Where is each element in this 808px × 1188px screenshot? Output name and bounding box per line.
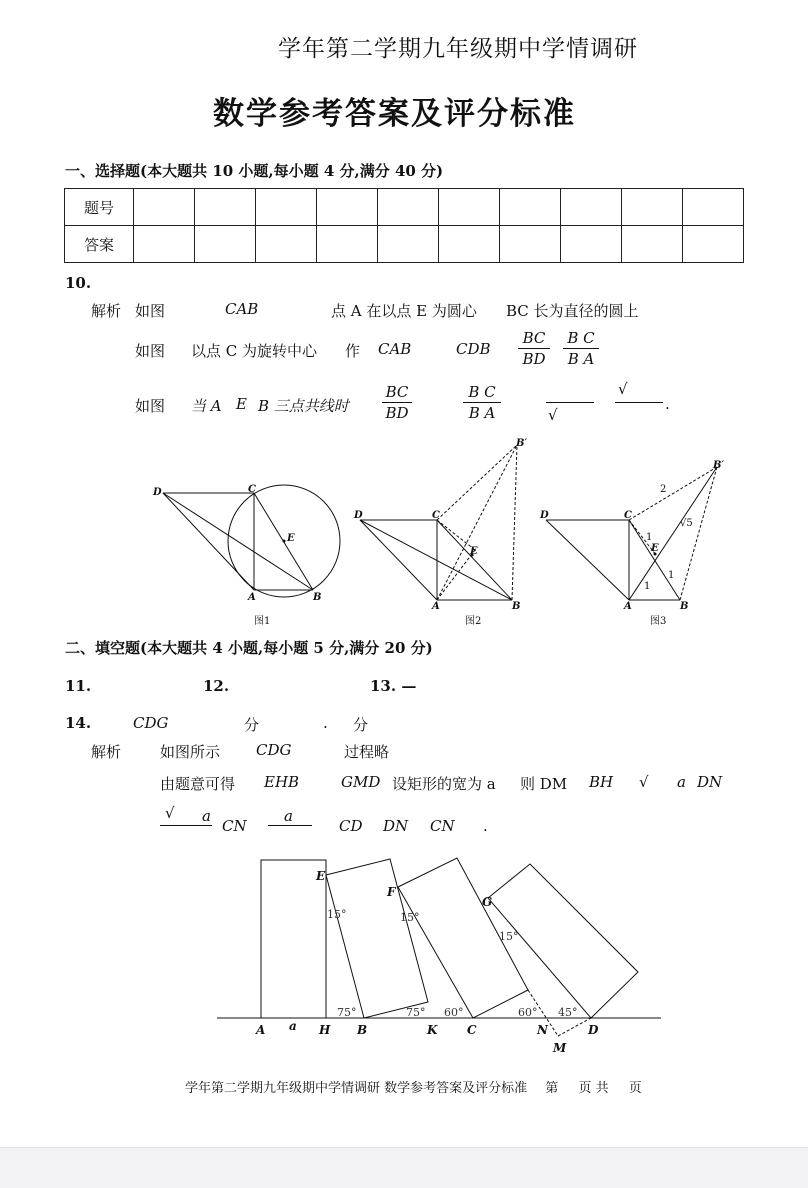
answer-table (64, 188, 744, 263)
q10-solution-lead: 解析 (91, 302, 122, 320)
fraction: $\frac{BC}{BD}$ (518, 329, 550, 368)
q10-period: . (665, 395, 670, 413)
fraction: $\frac{BC}{BD}$ (382, 383, 412, 422)
q14-math: DN (383, 817, 409, 835)
fig4-label-N: N (537, 1023, 548, 1037)
footer-page-label: 第 (545, 1081, 559, 1096)
fig2-label-D: D (354, 510, 363, 521)
fraction-bar (615, 402, 663, 403)
fraction-bar (546, 402, 594, 403)
fig1-label-B: B (313, 592, 322, 603)
q14-math: a (677, 773, 686, 791)
q14-text: 分 (353, 716, 369, 734)
q14-figure (0, 850, 808, 1060)
q11-number: 11. (65, 677, 92, 695)
fig2-caption: 图2 (465, 616, 482, 627)
fig4-angle: 45° (558, 1006, 578, 1019)
fig3-length-2: 2 (660, 484, 667, 495)
table-row (65, 226, 744, 263)
footer-pages-label: 页 (628, 1081, 642, 1096)
q14-number: 14. (65, 714, 92, 732)
q14-text: 如图所示 (160, 743, 221, 761)
fig4-label-a: a (289, 1019, 297, 1033)
q14-math: EHB (264, 773, 300, 791)
fraction-bar (268, 825, 312, 826)
q14-math: CD (339, 817, 363, 835)
sqrt-sign: √ (639, 773, 649, 791)
fig4-angle: 75° (337, 1006, 357, 1019)
q10-math: 当 A (191, 397, 222, 415)
q10-text: BC 长为直径的圆上 (506, 302, 639, 320)
fig2-label-E: E (470, 546, 478, 557)
q14-math: CDG (133, 714, 169, 732)
fig4-label-F: F (387, 885, 396, 899)
fig1-label-C: C (248, 484, 256, 495)
fig3-label-A: A (624, 601, 632, 612)
q14-math: CN (430, 817, 455, 835)
q10-text: 点 A 在以点 E 为圆心 (331, 302, 477, 320)
fig3-length-1: 1 (668, 570, 675, 581)
fig4-label-G: G (482, 895, 493, 909)
page-header: 学年第二学期九年级期中学情调研 (278, 36, 638, 62)
fig2-label-A: A (432, 601, 440, 612)
table-label-answer: 答案 (65, 226, 134, 263)
q14-text: 则 DM (520, 775, 568, 793)
q10-number: 10. (65, 274, 92, 292)
section-choice-heading: 一、选择题(本大题共 10 小题,每小题 4 分,满分 40 分) (65, 162, 444, 180)
fig3-length-1: 1 (644, 581, 651, 592)
fig3-label-C: C (624, 510, 632, 521)
fig4-label-D: D (588, 1023, 599, 1037)
sqrt-sign: √ (618, 380, 628, 398)
fig4-label-E: E (316, 869, 326, 883)
q10-text: 如图 (135, 342, 166, 360)
fraction-bar (160, 825, 212, 826)
fig4-angle: 15° (499, 930, 519, 943)
fraction: $\frac{\text{B C}}{\text{B A}}$ (463, 383, 501, 422)
fig3-length-1: 1 (646, 532, 653, 543)
table-label-number: 题号 (65, 189, 134, 226)
page-title: 数学参考答案及评分标准 (213, 96, 576, 132)
q12-number: 12. (203, 677, 230, 695)
q10-math: E (236, 395, 247, 413)
q14-math: DN (697, 773, 723, 791)
q14-math: a (202, 807, 211, 825)
table-row (65, 189, 744, 226)
fig4-angle: 60° (518, 1006, 538, 1019)
q14-text: 过程略 (344, 743, 390, 761)
sqrt-sign: √ (165, 804, 175, 822)
q14-text: . (323, 714, 328, 732)
fig3-label-E: E (651, 543, 659, 554)
q10-math: CAB (225, 300, 259, 318)
q10-math: CAB (378, 340, 412, 358)
fig2-label-C: C (432, 510, 440, 521)
fig2-label-Bprime: B′ (516, 438, 528, 449)
q14-period: . (483, 817, 488, 835)
fig3-length-sqrt5: √5 (680, 518, 693, 529)
fig4-label-K: K (427, 1023, 438, 1037)
section-fill-heading: 二、填空题(本大题共 4 小题,每小题 5 分,满分 20 分) (65, 639, 433, 657)
q14-text: 设矩形的宽为 a (392, 775, 496, 793)
fig4-angle: 60° (444, 1006, 464, 1019)
q14-math: BH (589, 773, 614, 791)
q10-figures (0, 430, 808, 635)
fig4-angle: 75° (406, 1006, 426, 1019)
fig4-label-A: A (256, 1023, 266, 1037)
fig4-angle: 15° (327, 908, 347, 921)
fig3-label-B: B (680, 601, 689, 612)
q10-math: CDB (456, 340, 491, 358)
fig1-label-A: A (248, 592, 256, 603)
q14-solution-lead: 解析 (91, 743, 122, 761)
q10-text: 以点 C 为旋转中心 (191, 342, 318, 360)
fig1-label-D: D (153, 487, 162, 498)
fig1-label-E: E (287, 533, 295, 544)
fig1-caption: 图1 (254, 616, 271, 627)
fig2-label-B: B (512, 601, 521, 612)
page-footer (185, 1077, 642, 1096)
q10-text: 如图 (135, 397, 166, 415)
fig4-label-B: B (357, 1023, 368, 1037)
sqrt-sign: √ (548, 406, 558, 424)
q14-text: 由题意可得 (160, 775, 236, 793)
fig3-label-D: D (540, 510, 549, 521)
fig3-label-Bprime: B′ (713, 460, 725, 471)
fig3-caption: 图3 (650, 616, 667, 627)
q13-number: 13. — (370, 677, 417, 695)
q14-math: CN (222, 817, 247, 835)
footer-total-label: 页 共 (578, 1081, 609, 1096)
q14-math: GMD (341, 773, 381, 791)
q10-math: B 三点共线时 (258, 397, 349, 415)
q14-math: a (284, 807, 293, 825)
q10-text: 作 (345, 342, 361, 360)
fig4-label-H: H (319, 1023, 331, 1037)
fraction: $\frac{\text{B C}}{\text{B A}}$ (563, 329, 599, 368)
fig4-angle: 15° (400, 911, 420, 924)
footer-text: 学年第二学期九年级期中学情调研 数学参考答案及评分标准 (185, 1081, 528, 1096)
viewer-bottom-bar (0, 1147, 808, 1188)
fig4-label-M: M (553, 1041, 567, 1055)
q14-text: 分 (244, 716, 260, 734)
q14-math: CDG (256, 741, 292, 759)
q10-text: 如图 (135, 302, 166, 320)
fig4-label-C: C (467, 1023, 477, 1037)
